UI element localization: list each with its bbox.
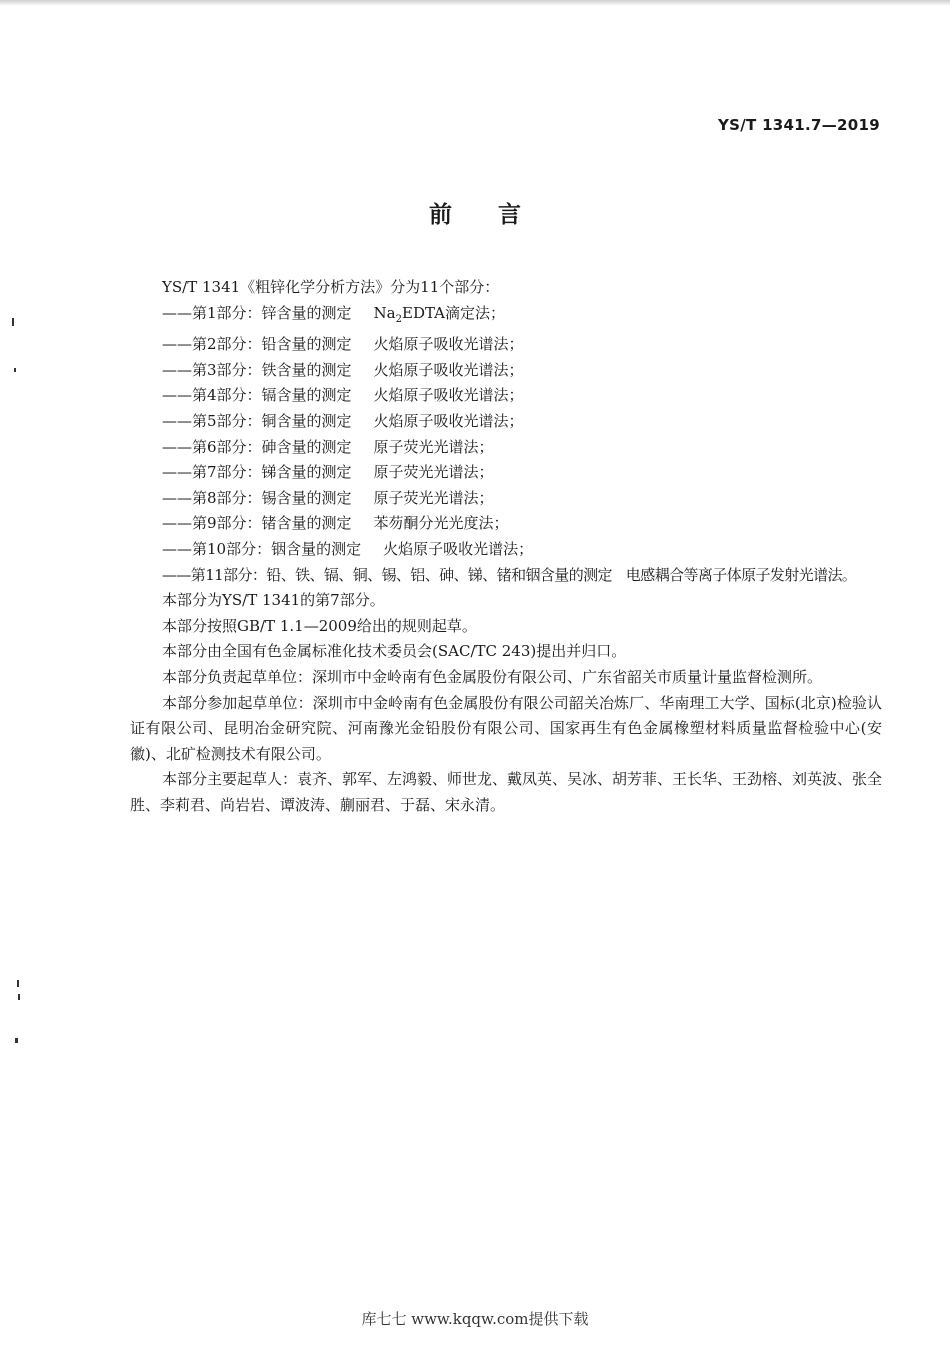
scan-speck <box>15 1038 18 1043</box>
title-char-1: 前 <box>429 202 452 228</box>
page-title <box>0 196 950 229</box>
part-method: 火焰原子吸收光谱法； <box>383 539 534 558</box>
part-method: 火焰原子吸收光谱法； <box>373 386 524 405</box>
part-label: ——第5部分：铜含量的测定 <box>162 411 352 430</box>
part-label: ——第1部分：锌含量的测定 <box>162 303 352 322</box>
title-char-2: 言 <box>498 202 521 228</box>
part-method: 原子荧光光谱法； <box>373 463 494 482</box>
part-method: 电感耦合等离子体原子发射光谱法。 <box>625 565 857 584</box>
part-method: 火焰原子吸收光谱法； <box>373 360 524 379</box>
paragraph-lead-drafters: 本部分负责起草单位：深圳市中金岭南有色金属股份有限公司、广东省韶关市质量计量监督检测所。 <box>162 667 823 686</box>
part-item-7 <box>130 460 882 486</box>
paragraph-part-number: 本部分为YS/T 1341的第7部分。 <box>162 591 385 610</box>
part-item-1 <box>130 301 882 333</box>
part-label: ——第7部分：锑含量的测定 <box>162 463 352 482</box>
part-item-6 <box>130 435 882 461</box>
part-label: ——第3部分：铁含量的测定 <box>162 360 352 379</box>
part-method: 火焰原子吸收光谱法； <box>373 411 524 430</box>
paragraph-proposer: 本部分由全国有色金属标准化技术委员会(SAC/TC 243)提出并归口。 <box>162 642 627 661</box>
part-item-8 <box>130 486 882 512</box>
paragraph-main-drafters: 本部分主要起草人：袁齐、郭军、左鸿毅、师世龙、戴凤英、吴冰、胡芳菲、王长华、王劲榕、刘英波、张全胜、李莉君、尚岩岩、谭波涛、蒯丽君、于磊、宋永清。 <box>130 770 883 814</box>
part-label: ——第11部分：铅、铁、镉、铜、锡、铝、砷、锑、锗和铟含量的测定 <box>162 565 612 584</box>
part-method: $Na_2EDTA$滴定法； <box>373 303 505 325</box>
part-method: 原子荧光光谱法； <box>373 488 494 507</box>
part-label: ——第10部分：铟含量的测定 <box>162 539 362 558</box>
part-label: ——第6部分：砷含量的测定 <box>162 437 352 456</box>
intro-line: YS/T 1341《粗锌化学分析方法》分为11个部分： <box>162 278 500 296</box>
part-method: 原子荧光光谱法； <box>373 437 494 456</box>
part-label: ——第8部分：锡含量的测定 <box>162 488 352 507</box>
part-label: ——第4部分：镉含量的测定 <box>162 386 352 405</box>
part-item-3 <box>130 358 882 384</box>
scan-speck <box>12 318 14 326</box>
part-item-9 <box>130 511 882 537</box>
part-item-4 <box>130 383 882 409</box>
part-label: ——第2部分：铅含量的测定 <box>162 335 352 354</box>
paragraph-drafting-rules: 本部分按照GB/T 1.1—2009给出的规则起草。 <box>162 616 477 635</box>
paragraph-participating-units: 本部分参加起草单位：深圳市中金岭南有色金属股份有限公司韶关冶炼厂、华南理工大学、国标(北京)检验认证有限公司、昆明冶金研究院、河南豫光金铅股份有限公司、国家再生有色金属橡塑材料质量监督检验中心(安徽)、北矿检测技术有限公司。 <box>130 693 882 763</box>
part-item-2 <box>130 332 882 358</box>
top-rule <box>0 0 950 6</box>
part-item-11 <box>130 563 882 589</box>
footer-watermark: 库七七 www.kqqw.com提供下载 <box>361 1310 589 1328</box>
foreword-body <box>130 275 882 818</box>
part-method: 苯芴酮分光光度法； <box>373 514 509 533</box>
scan-speck <box>18 994 20 1000</box>
scan-speck <box>14 368 16 372</box>
part-method: 火焰原子吸收光谱法； <box>373 335 524 354</box>
part-label: ——第9部分：锗含量的测定 <box>162 514 352 533</box>
scan-speck <box>17 980 19 987</box>
part-item-5 <box>130 409 882 435</box>
document-code: YS/T 1341.7—2019 <box>717 116 880 134</box>
part-item-10 <box>130 537 882 563</box>
